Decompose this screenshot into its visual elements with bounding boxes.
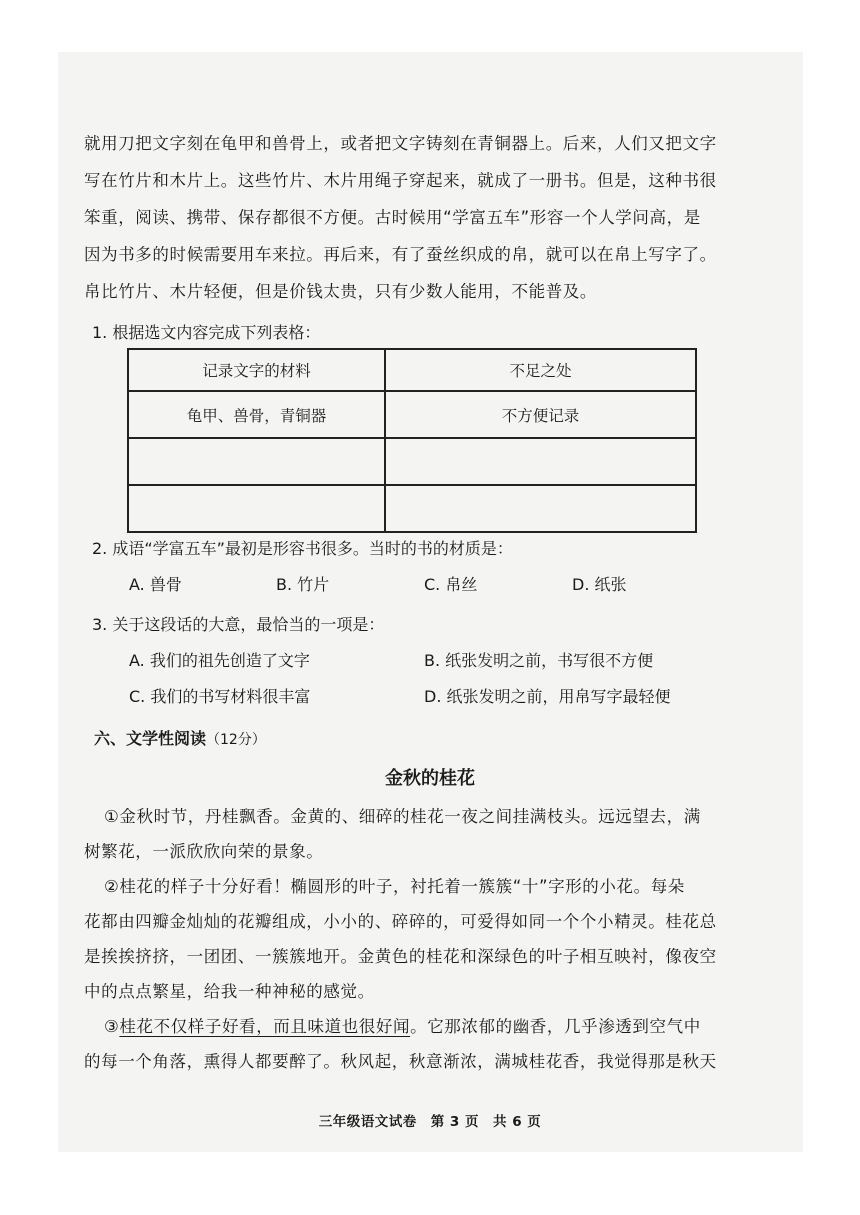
- table-header-row: [128, 349, 696, 391]
- section-score: （12分）: [206, 732, 266, 748]
- article-line: 的每一个角落，熏得人都要醉了。秋风起，秋意渐浓，满城桂花香，我觉得那是秋天: [84, 1052, 717, 1071]
- table-cell-blank[interactable]: [385, 485, 696, 532]
- q2-option-c[interactable]: C. 帛丝: [424, 575, 478, 594]
- table-header: 记录文字的材料: [128, 349, 385, 391]
- q3-option-c[interactable]: C. 我们的书写材料很丰富: [129, 687, 311, 706]
- underlined-sentence: 桂花不仅样子好看，而且味道也很好闻: [119, 1017, 411, 1036]
- q2-option-b[interactable]: B. 竹片: [276, 575, 330, 594]
- table-row: [128, 485, 696, 532]
- q3-option-b[interactable]: B. 纸张发明之前，书写很不方便: [424, 651, 654, 670]
- article-paragraph-3: [104, 1016, 701, 1038]
- table-row: [128, 438, 696, 485]
- paragraph-number: ③: [104, 1017, 120, 1036]
- question-2: 2. 成语“学富五车”最初是形容书很多。当时的书的材质是：: [92, 539, 513, 558]
- section-heading: [94, 726, 266, 749]
- table-cell: 不方便记录: [385, 391, 696, 438]
- table-row: [128, 391, 696, 438]
- article-line: 花都由四瓣金灿灿的花瓣组成，小小的、碎碎的，可爱得如同一个个小精灵。桂花总: [84, 912, 717, 931]
- article-title: 金秋的桂花: [385, 768, 475, 789]
- section-title: 六、文学性阅读: [94, 729, 207, 748]
- passage-line: 帛比竹片、木片轻便，但是价钱太贵，只有少数人能用，不能普及。: [84, 282, 597, 301]
- article-line: 是挨挨挤挤，一团团、一簇簇地开。金黄色的桂花和深绿色的叶子相互映衬，像夜空: [84, 947, 717, 966]
- question-1: 1. 根据选文内容完成下列表格：: [92, 323, 321, 342]
- q2-option-a[interactable]: A. 兽骨: [129, 575, 182, 594]
- article-line: ①金秋时节，丹桂飘香。金黄的、细碎的桂花一夜之间挂满枝头。远远望去，满: [104, 807, 701, 826]
- article-line: ②桂花的样子十分好看！椭圆形的叶子，衬托着一簇簇“十”字形的小花。每朵: [104, 877, 685, 896]
- table-cell-blank[interactable]: [385, 438, 696, 485]
- table-cell-blank[interactable]: [128, 485, 385, 532]
- q3-option-d[interactable]: D. 纸张发明之前，用帛写字最轻便: [424, 687, 671, 706]
- paragraph-text: 。它那浓郁的幽香，几乎渗透到空气中: [410, 1017, 701, 1036]
- article-line: 树繁花，一派欣欣向荣的景象。: [84, 842, 324, 861]
- passage-line: 就用刀把文字刻在龟甲和兽骨上，或者把文字铸刻在青铜器上。后来，人们又把文字: [84, 134, 717, 153]
- article-line: 中的点点繁星，给我一种神秘的感觉。: [84, 982, 375, 1001]
- q2-option-d[interactable]: D. 纸张: [572, 575, 627, 594]
- answer-table: [127, 348, 697, 533]
- table-header: 不足之处: [385, 349, 696, 391]
- passage-line: 笨重，阅读、携带、保存都很不方便。古时候用“学富五车”形容一个人学问高，是: [84, 208, 701, 227]
- q3-option-a[interactable]: A. 我们的祖先创造了文字: [129, 651, 310, 670]
- question-3: 3. 关于这段话的大意，最恰当的一项是：: [92, 615, 385, 634]
- passage-line: 写在竹片和木片上。这些竹片、木片用绳子穿起来，就成了一册书。但是，这种书很: [84, 171, 717, 190]
- table-cell-blank[interactable]: [128, 438, 385, 485]
- page-footer: 三年级语文试卷 第 3 页 共 6 页: [318, 1114, 542, 1130]
- table-cell: 龟甲、兽骨，青铜器: [128, 391, 385, 438]
- passage-line: 因为书多的时候需要用车来拉。再后来，有了蚕丝织成的帛，就可以在帛上写字了。: [84, 245, 717, 264]
